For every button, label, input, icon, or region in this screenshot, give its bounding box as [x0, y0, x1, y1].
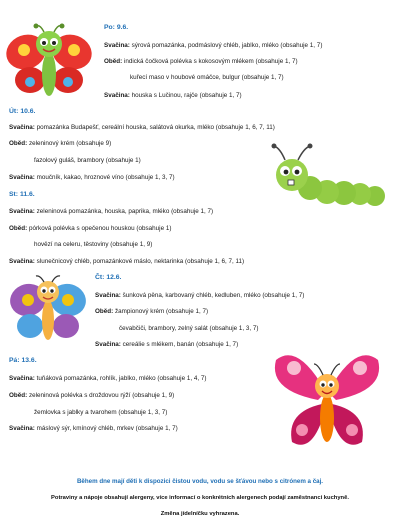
menu-line: Svačina: šunková pěna, karbovaný chléb, kedluben, mléko (obsahuje 1, 7) [95, 292, 305, 299]
butterfly-purple-icon [8, 272, 88, 348]
menu-line: Svačina: zeleninová pomazánka, houska, paprika, mléko (obsahuje 1, 7) [9, 208, 214, 215]
menu-line: Oběd: žampionový krém (obsahuje 1, 7) [95, 308, 209, 315]
day-title-thursday: Čt: 12.6. [95, 274, 122, 281]
menu-line: Oběd: indická čočková polévka s kokosovým mlékem (obsahuje 1, 7) [104, 58, 298, 65]
butterfly-red-icon [4, 22, 94, 104]
butterfly-pink-icon [268, 342, 386, 460]
menu-line: Svačina: houska s Lučinou, rajče (obsahuje 1, 7) [104, 92, 242, 99]
menu-line: Svačina: slunečnicový chléb, pomazánkové máslo, nektarinka (obsahuje 1, 6, 7, 11) [9, 258, 245, 265]
menu-line: Oběd: pórková polévka s opečenou houskou (obsahuje 1) [9, 225, 172, 232]
menu-line: Svačina: sýrová pomazánka, podmáslový chléb, jablko, mléko (obsahuje 1, 7) [104, 42, 323, 49]
menu-line: Svačina: cereálie s mlékem, banán (obsahuje 1, 7) [95, 341, 239, 348]
menu-line: žemlovka s jablky a tvarohem (obsahuje 1, 3, 7) [34, 409, 168, 416]
day-title-friday: Pá: 13.6. [9, 357, 37, 364]
menu-line: Oběd: zeleninový krém (obsahuje 9) [9, 140, 112, 147]
menu-line: fazolový guláš, brambory (obsahuje 1) [34, 157, 141, 164]
day-title-monday: Po: 9.6. [104, 24, 129, 31]
menu-line: kuřecí maso v houbové omáčce, bulgur (obsahuje 1, 7) [130, 74, 284, 81]
menu-line: čevabčiči, brambory, zelný salát (obsahuje 1, 3, 7) [119, 325, 259, 332]
caterpillar-icon [270, 140, 390, 215]
allergens-note: Potraviny a nápoje obsahují alergeny, více informací o konkrétních alergenech podají zaměstnanci kuchyně. [51, 495, 349, 501]
menu-line: Svačina: moučník, kakao, hroznové víno (obsahuje 1, 3, 7) [9, 174, 175, 181]
menu-line: hovězí na celeru, těstoviny (obsahuje 1, 9) [34, 241, 153, 248]
menu-line: Svačina: pomazánka Budapešť, cereální houska, salátová okurka, mléko (obsahuje 1, 6, 7, 11) [9, 124, 275, 131]
changes-note: Změna jídelníčku vyhrazena. [160, 511, 240, 517]
menu-line: Svačina: tuňáková pomazánka, rohlík, jablko, mléko (obsahuje 1, 4, 7) [9, 375, 207, 382]
menu-line: Oběd: zeleninová polévka s droždovou rýží (obsahuje 1, 9) [9, 392, 175, 399]
water-note: Během dne mají děti k dispozici čistou vodu, vodu se šťávou nebo s citrónem a čaj. [76, 478, 324, 485]
menu-line: Svačina: máslový sýr, kmínový chléb, mrkev (obsahuje 1, 7) [9, 425, 178, 432]
day-title-wednesday: St: 11.6. [9, 191, 35, 198]
day-title-tuesday: Út: 10.6. [9, 108, 36, 115]
